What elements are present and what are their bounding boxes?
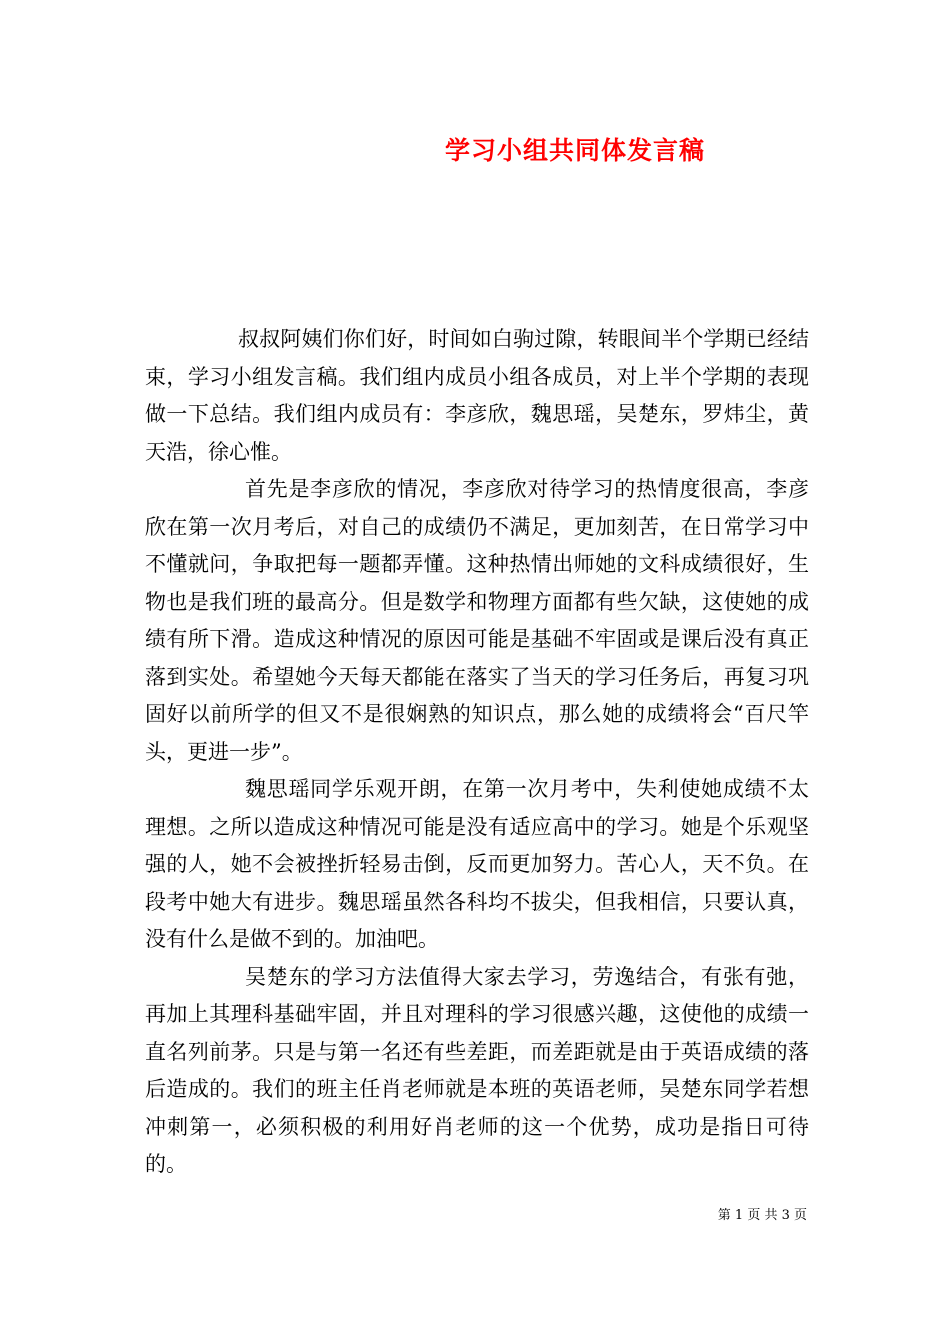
paragraph-intro: 叔叔阿姨们你们好，时间如白驹过隙，转眼间半个学期已经结束，学习小组发言稿。我们组内成员小组各成员，对上半个学期的表现做一下总结。我们组内成员有：李彦欣，魏思瑶，吴楚东，罗炜尘，黄天浩，徐心惟。 [145, 327, 809, 464]
page-number-label: 第 1 页 共 3 页 [717, 1208, 807, 1223]
paragraph-li-yanxin: 首先是李彦欣的情况，李彦欣对待学习的热情度很高，李彦欣在第一次月考后，对自己的成绩仍不满足，更加刻苦，在日常学习中不懂就问，争取把每一题都弄懂。这种热情出师她的文科成绩很好，生物也是我们班的最高分。但是数学和物理方面都有些欠缺，这使她的成绩有所下滑。造成这种情况的原因可能是基础不牢固或是课后没有真正落到实处。希望她今天每天都能在落实了当天的学习任务后，再复习巩固好以前所学的但又不是很娴熟的知识点，那么她的成绩将会“百尺竿头，更进一步”。 [145, 477, 809, 764]
document-body [145, 321, 809, 1184]
paragraph-wu-chudong: 吴楚东的学习方法值得大家去学习，劳逸结合，有张有弛，再加上其理科基础牢固，并且对理科的学习很感兴趣，这使他的成绩一直名列前茅。只是与第一名还有些差距，而差距就是由于英语成绩的落后造成的。我们的班主任肖老师就是本班的英语老师，吴楚东同学若想冲刺第一，必须积极的利用好肖老师的这一个优势，成功是指日可待的。 [145, 964, 809, 1176]
paragraph-wei-siyao: 魏思瑶同学乐观开朗，在第一次月考中，失利使她成绩不太理想。之所以造成这种情况可能是没有适应高中的学习。她是个乐观坚强的人，她不会被挫折轻易击倒，反而更加努力。苦心人，天不负。在段考中她大有进步。魏思瑶虽然各科均不拔尖，但我相信，只要认真，没有什么是做不到的。加油吧。 [145, 777, 809, 951]
page-title: 学习小组共同体发言稿 [444, 136, 705, 165]
page-number [718, 1204, 807, 1223]
